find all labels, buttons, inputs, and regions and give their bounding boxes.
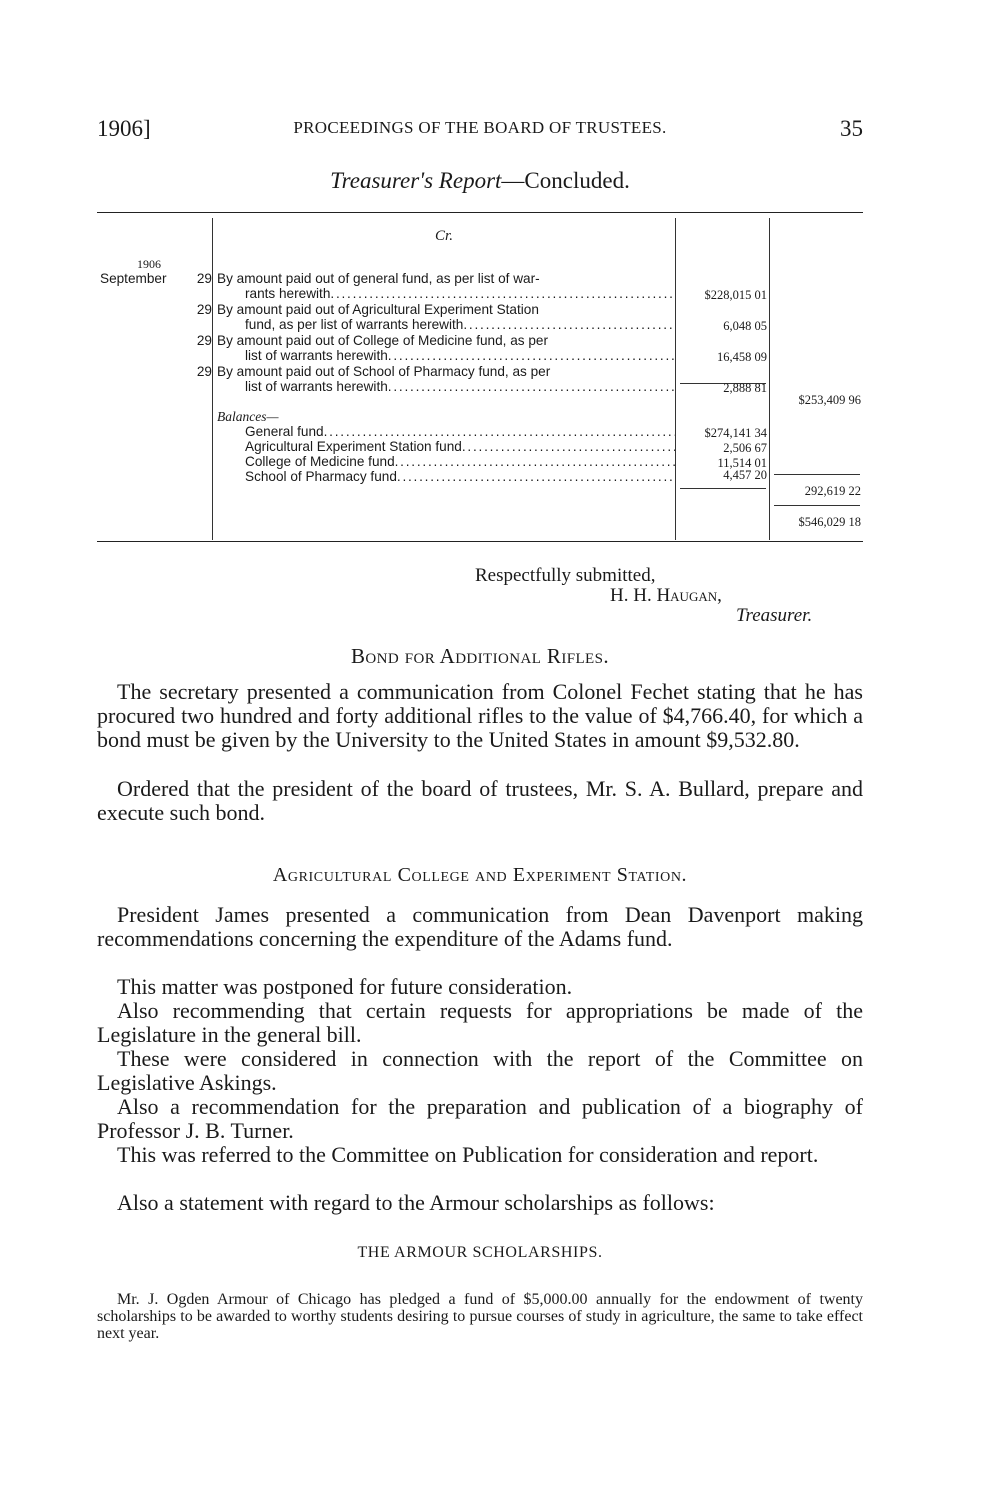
paragraph: Ordered that the president of the board of trustees, Mr. S. A. Bullard, prepare and execute such bond. [97, 776, 863, 825]
paragraph: Also a recommendation for the preparation and publication of a biography of Professor J. B. Turner. [97, 1094, 863, 1143]
entry-line-text: list of warrants herewith [245, 348, 388, 363]
balance-row [217, 454, 675, 469]
balance-row [217, 439, 675, 454]
entry-line [217, 317, 675, 332]
closing: Respectfully submitted, [475, 565, 656, 586]
entry-line [217, 286, 675, 301]
paragraph: These were considered in connection with the report of the Committee on Legislative Askings. [97, 1046, 863, 1095]
disbursements-total: $253,409 96 [798, 393, 861, 407]
ledger-year: 1906 [137, 257, 161, 271]
entry-amount: 6,048 05 [723, 319, 767, 333]
dot-leader [388, 379, 675, 394]
paragraph: This was referred to the Committee on Publication for consideration and report. [117, 1142, 819, 1167]
entry-amount: $228,015 01 [704, 288, 767, 302]
entry-day: 29 [196, 333, 212, 348]
balances-total: 292,619 22 [804, 484, 861, 498]
table-column-divider [212, 218, 213, 540]
entry-amount: 2,888 81 [723, 381, 767, 395]
balance-label: Agricultural Experiment Station fund [245, 439, 462, 454]
entry-line-text: list of warrants herewith [245, 379, 388, 394]
balance-row [217, 424, 675, 439]
balance-amount: 4,457 20 [723, 468, 767, 482]
report-title-suffix: —Concluded. [501, 168, 630, 193]
signatory-name: H. H. Haugan, [610, 585, 722, 606]
section-heading-bond: Bond for Additional Rifles. [351, 644, 609, 668]
dot-leader [330, 286, 675, 301]
balance-amount: 2,506 67 [723, 441, 767, 455]
signatory-title: Treasurer. [736, 605, 813, 626]
paragraph: Also recommending that certain requests for appropriations be made of the Legislature in the general bill. [97, 998, 863, 1047]
entry-day: 29 [196, 364, 212, 379]
running-head-year: 1906] [97, 116, 151, 141]
balance-row [217, 469, 675, 484]
dot-leader [388, 348, 675, 363]
dot-leader [397, 469, 675, 484]
dot-leader [324, 424, 675, 439]
paragraph: President James presented a communication from Dean Davenport making recommendations concerning the expenditure of the Adams fund. [97, 902, 863, 951]
dot-leader [463, 317, 675, 332]
entry-line [217, 348, 675, 363]
table-column-divider [769, 218, 770, 540]
subtotal-rule [680, 488, 766, 489]
section-heading-agricultural: Agricultural College and Experiment Station. [272, 864, 688, 886]
balance-label: General fund [245, 424, 324, 439]
dot-leader [462, 439, 675, 454]
report-title [97, 168, 863, 194]
entry-line-text: rants herewith [245, 286, 331, 301]
table-bottom-rule [97, 541, 863, 542]
paragraph: Also a statement with regard to the Armour scholarships as follows: [117, 1190, 715, 1215]
paragraph: The secretary presented a communication from Colonel Fechet stating that he has procured two hundred and forty additional rifles to the value of $4,766.40, for which a bond must be given by the University to the United States in amount $9,532.80. [97, 679, 863, 752]
entry-line: By amount paid out of College of Medicine fund, as per [217, 333, 548, 348]
ledger-side-label: Cr. [435, 228, 453, 244]
total-rule [774, 474, 860, 475]
balance-label: College of Medicine fund [245, 454, 395, 469]
ledger-month: September [100, 271, 167, 286]
entry-line-text: fund, as per list of warrants herewith [245, 317, 464, 332]
paragraph: Mr. J. Ogden Armour of Chicago has pledged a fund of $5,000.00 annually for the endowment of twenty scholarships to be awarded to worthy students desiring to pursue courses of study in agriculture, the same to take effect next year. [97, 1291, 863, 1342]
report-title-main: Treasurer's Report [330, 168, 502, 193]
table-top-rule [97, 212, 863, 213]
entry-line: By amount paid out of general fund, as per list of war- [217, 271, 540, 286]
entry-amount: 16,458 09 [717, 350, 767, 364]
page-number: 35 [840, 116, 863, 141]
section-heading-armour: THE ARMOUR SCHOLARSHIPS. [357, 1244, 603, 1261]
entry-day: 29 [196, 302, 212, 317]
balance-amount: $274,141 34 [704, 426, 767, 440]
paragraph: This matter was postponed for future consideration. [117, 974, 573, 999]
table-column-divider [675, 218, 676, 540]
balance-amount: 11,514 01 [717, 456, 767, 470]
entry-day: 29 [196, 271, 212, 286]
running-head-title: PROCEEDINGS OF THE BOARD OF TRUSTEES. [293, 118, 667, 137]
running-head [97, 116, 863, 148]
dot-leader [395, 454, 675, 469]
total-rule [774, 505, 860, 506]
grand-total: $546,029 18 [798, 515, 861, 529]
entry-line: By amount paid out of Agricultural Experiment Station [217, 302, 539, 317]
balances-heading: Balances— [217, 409, 279, 424]
entry-line [217, 379, 675, 394]
entry-line: By amount paid out of School of Pharmacy fund, as per [217, 364, 551, 379]
balance-label: School of Pharmacy fund [245, 469, 397, 484]
